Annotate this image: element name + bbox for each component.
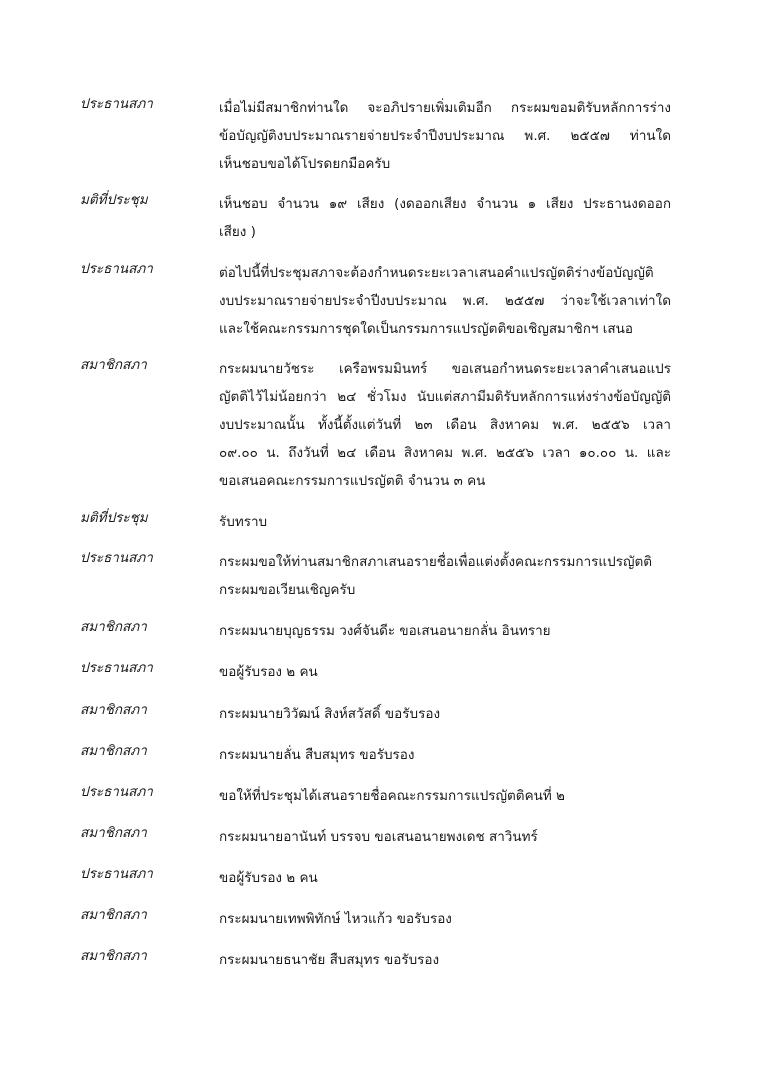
speech-line: ขอผู้รับรอง ๒ คน	[219, 870, 318, 886]
speaker-label: ประธานสภา	[80, 261, 153, 277]
speech-text	[219, 617, 671, 645]
speech-text	[219, 508, 671, 536]
speech-text	[219, 864, 671, 892]
speech-line: กระผมนายวัชระ เครือพรมมินทร์ ขอเสนอกำหนดระยะเวลาคำเสนอแปร	[219, 361, 671, 377]
speaker-label: ประธานสภา	[80, 550, 153, 566]
speech-line: เห็นชอบ จำนวน ๑๙ เสียง (งดออกเสียง จำนวน ๑ เสียง ประธานงดออก	[219, 196, 671, 212]
speech-line: กระผมนายอานันท์ บรรจบ ขอเสนอนายพงเดช สาวินทร์	[219, 829, 538, 845]
speech-line: ๐๙.๐๐ น. ถึงวันที่ ๒๔ เดือน สิงหาคม พ.ศ. ๒๕๕๖ เวลา ๑๐.๐๐ น. และ	[219, 445, 671, 461]
speech-line: กระผมนายบุญธรรม วงศ์จันดีะ ขอเสนอนายกลั่น อินทราย	[219, 623, 551, 639]
speaker-label: มติที่ประชุม	[80, 192, 148, 208]
speaker-label: สมาชิกสภา	[80, 825, 147, 841]
speech-line: กระผมนายวิวัฒน์ สิงห์สวัสดิ์ ขอรับรอง	[219, 706, 441, 722]
speech-text	[219, 548, 671, 604]
speech-line: เสียง )	[219, 224, 256, 240]
speech-line: กระผมนายเทพพิทักษ์ ไหวแก้ว ขอรับรอง	[219, 911, 452, 927]
speech-line: กระผมขอให้ท่านสมาชิกสภาเสนอรายชื่อเพื่อแต่งตั้งคณะกรรมการแปรญัตติ	[219, 554, 652, 570]
speech-text	[219, 905, 671, 933]
speaker-label: สมาชิกสภา	[80, 702, 147, 718]
speech-line: และใช้คณะกรรมการชุดใดเป็นกรรมการแปรญัตติขอเชิญสมาชิกฯ เสนอ	[219, 321, 633, 337]
speech-text	[219, 658, 671, 686]
speech-text	[219, 259, 671, 343]
speech-line: ญัตติไว้ไม่น้อยกว่า ๒๔ ชั่วโมง นับแต่สภามีมติรับหลักการแห่งร่างข้อบัญญัติ	[219, 389, 671, 405]
speech-line: กระผมนายธนาชัย สืบสมุทร ขอรับรอง	[219, 952, 440, 968]
speech-line: กระผมนายลั่น สืบสมุทร ขอรับรอง	[219, 747, 415, 763]
speech-text	[219, 355, 671, 495]
speaker-label: สมาชิกสภา	[80, 948, 147, 964]
speech-text	[219, 782, 671, 810]
speech-text	[219, 946, 671, 974]
speech-text	[219, 190, 671, 246]
speaker-label: สมาชิกสภา	[80, 743, 147, 759]
speech-line: ต่อไปนี้ที่ประชุมสภาจะต้องกำหนดระยะเวลาเสนอคำแปรญัตติร่างข้อบัญญัติ	[219, 265, 654, 281]
speaker-label: สมาชิกสภา	[80, 357, 147, 373]
speaker-label: สมาชิกสภา	[80, 619, 147, 635]
speaker-label: สมาชิกสภา	[80, 907, 147, 923]
speech-line: ขอผู้รับรอง ๒ คน	[219, 664, 318, 680]
speaker-label: ประธานสภา	[80, 96, 153, 112]
speaker-label: ประธานสภา	[80, 660, 153, 676]
speech-text	[219, 94, 671, 178]
speech-line: รับทราบ	[219, 514, 268, 530]
speech-line: ขอเสนอคณะกรรมการแปรญัตติ จำนวน ๓ คน	[219, 473, 486, 489]
speech-line: ข้อบัญญัติงบประมาณรายจ่ายประจำปีงบประมาณ พ.ศ. ๒๕๕๗ ท่านใด	[219, 128, 671, 144]
speech-line: งบประมาณรายจ่ายประจำปีงบประมาณ พ.ศ. ๒๕๕๗ ว่าจะใช้เวลาเท่าใด	[219, 293, 671, 309]
speech-text	[219, 700, 671, 728]
speech-line: งบประมาณนั้น ทั้งนี้ตั้งแต่วันที่ ๒๓ เดือน สิงหาคม พ.ศ. ๒๕๕๖ เวลา	[219, 417, 671, 433]
speech-line: ขอให้ที่ประชุมได้เสนอรายชื่อคณะกรรมการแปรญัตติคนที่ ๒	[219, 788, 565, 804]
speech-line: เมื่อไม่มีสมาชิกท่านใด จะอภิปรายเพิ่มเติมอีก กระผมขอมติรับหลักการร่าง	[219, 100, 671, 116]
speech-text	[219, 823, 671, 851]
speech-text	[219, 741, 671, 769]
speech-line: กระผมขอเวียนเชิญครับ	[219, 582, 356, 598]
speaker-label: ประธานสภา	[80, 866, 153, 882]
speaker-label: มติที่ประชุม	[80, 510, 148, 526]
speaker-label: ประธานสภา	[80, 784, 153, 800]
speech-line: เห็นชอบขอได้โปรดยกมือครับ	[219, 156, 391, 172]
